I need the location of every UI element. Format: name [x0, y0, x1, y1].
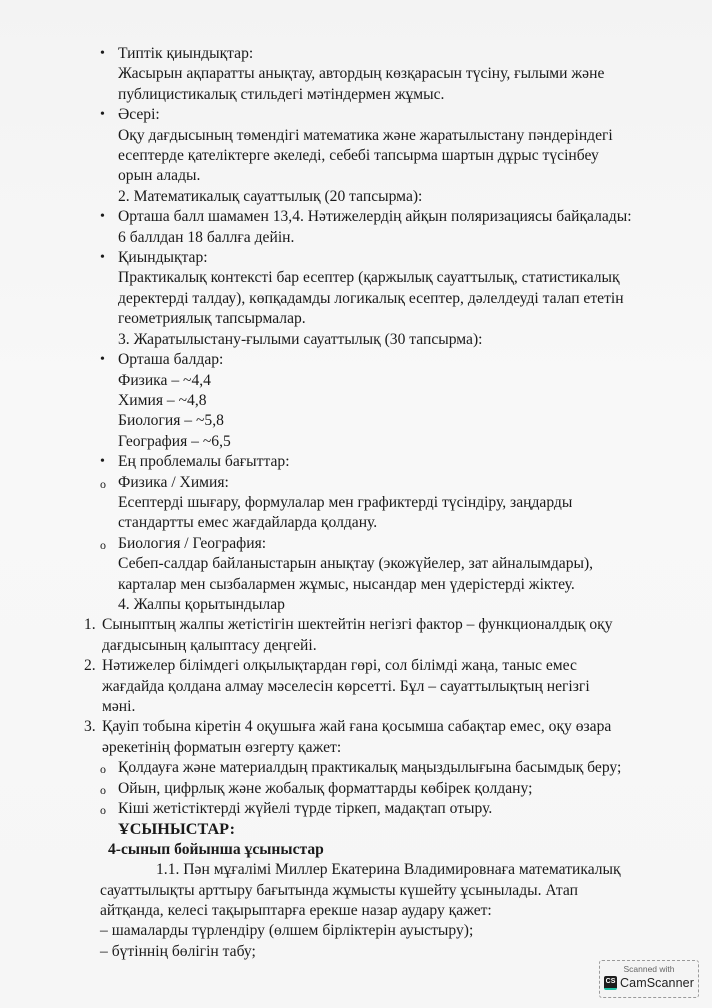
circle-marker: o	[100, 803, 106, 818]
score-chemistry: Химия – ~4,8	[118, 391, 207, 409]
text-line: Орташа балл шамамен 13,4. Нәтижелердің айқын поляризациясы байқалады:	[118, 208, 632, 226]
score-physics: Физика – ~4,4	[118, 371, 211, 389]
recommendations-subheading: 4-сынып бойынша ұсыныстар	[108, 840, 324, 858]
text-line: Ойын, цифрлық және жобалық форматтарды көбірек қолдану;	[118, 779, 533, 797]
dash-item: – бүтіннің бөлігін табу;	[100, 942, 256, 960]
text-line: орын алады.	[118, 167, 201, 185]
bullet-problem-areas	[100, 452, 660, 472]
bullet-label: Әсері:	[118, 106, 160, 124]
text-line: Оқу дағдысының төмендігі математика және жаратылыстану пәндеріндегі	[118, 126, 613, 144]
bullet-marker: •	[100, 209, 105, 225]
bullet-marker: •	[100, 107, 105, 123]
text-line: Сыныптың жалпы жетістігін шектейтін негізгі фактор – функционалдық оқу	[102, 616, 613, 634]
bullet-science-averages	[100, 350, 660, 452]
text-line: сауаттылықты арттыру бағытында жұмысты күшейту ұсынылады. Атап	[100, 881, 578, 899]
text-line: айтқанда, келесі тақырыптарға ерекше назар аудару қажет:	[100, 902, 492, 920]
circle-marker: o	[100, 476, 106, 491]
text-line: Жасырын ақпаратты анықтау, автордың көзқарасын түсіну, ғылыми және	[118, 65, 605, 83]
score-biology: Биология – ~5,8	[118, 412, 224, 430]
conclusion-subitem	[100, 799, 660, 819]
bullet-label: Типтік қиындықтар:	[118, 45, 254, 62]
text-line: Кіші жетістіктерді жүйелі түрде тіркеп, мадақтап отыру.	[118, 800, 493, 818]
bullet-math-average	[100, 207, 660, 248]
bullet-label: Қиындықтар:	[118, 249, 208, 267]
text-line: Практикалық контексті бар есептер (қаржылық сауаттылық, статистикалық	[118, 269, 620, 287]
section-title-conclusions: 4. Жалпы қорытындылар	[118, 595, 285, 613]
bullet-label: Орташа балдар:	[118, 351, 224, 369]
text-line: Нәтижелер білімдегі олқылықтардан гөрі, сол білімді жаңа, таныс емес	[102, 657, 577, 675]
text-line: карталар мен сызбалармен жұмыс, нысандар мен үдерістерді жіктеу.	[118, 575, 575, 593]
document-body	[84, 44, 660, 962]
text-line: 6 баллдан 18 баллға дейін.	[118, 228, 295, 246]
bullet-marker: •	[100, 46, 105, 61]
section-title-math: 2. Математикалық сауаттылық (20 тапсырма):	[118, 187, 423, 205]
conclusion-subitem	[100, 779, 660, 799]
recommendations-heading: ҰСЫНЫСТАР:	[118, 820, 236, 839]
score-geography: География – ~6,5	[118, 432, 231, 450]
camscanner-watermark	[599, 960, 699, 998]
text-line: Себеп-салдар байланыстарын анықтау (экожүйелер, зат айналымдары),	[118, 555, 594, 573]
watermark-brand	[600, 976, 698, 990]
camscanner-logo-icon: CS	[604, 976, 617, 990]
circle-marker: o	[100, 537, 106, 552]
text-line: Есептерді шығару, формулалар мен графиктерді түсіндіру, заңдарды	[118, 493, 573, 511]
item-number: 2.	[84, 657, 96, 675]
text-line: жағдайда қолдана алмау мәселесін көрсетті. Бұл – сауаттылықтың негізгі	[102, 677, 590, 695]
watermark-brand-name: CamScanner	[620, 976, 694, 990]
conclusion-item-2	[84, 656, 660, 717]
watermark-caption: Scanned with	[623, 964, 675, 974]
text-line: есептерде қателіктерге әкеледі, себебі тапсырма шартын дұрыс түсінбеу	[118, 147, 599, 165]
circle-marker: o	[100, 762, 106, 777]
bullet-marker: •	[100, 250, 105, 266]
section-title-science: 3. Жаратылыстану-ғылыми сауаттылық (30 тапсырма):	[118, 330, 483, 348]
bullet-marker: •	[100, 352, 105, 368]
bullet-math-difficulties	[100, 248, 660, 330]
text-line: геометриялық тапсырмалар.	[118, 310, 306, 328]
bullet-typical-difficulties	[100, 44, 660, 105]
text-line: Қауіп тобына кіретін 4 оқушыға жай ғана қосымша сабақтар емес, оқу өзара	[102, 718, 612, 736]
subitem-label: Физика / Химия:	[118, 473, 229, 491]
text-line: стандартты емес жағдайларда қолдану.	[118, 514, 378, 532]
text-line: мәні.	[102, 698, 136, 715]
item-number: 1.	[84, 616, 96, 634]
dash-item: – шамаларды түрлендіру (өлшем бірліктерін ауыстыру);	[100, 922, 474, 940]
subitem-biology-geography	[100, 534, 660, 595]
conclusion-subitem	[100, 758, 660, 778]
text-line: Қолдауға және материалдың практикалық маңыздылығына басымдық беру;	[118, 759, 622, 777]
conclusion-item-1	[84, 615, 660, 656]
text-line: әрекетінің форматын өзгерту қажет:	[102, 738, 342, 756]
circle-marker: o	[100, 782, 106, 797]
item-number: 3.	[84, 718, 96, 736]
bullet-effect	[100, 105, 660, 187]
bullet-label: Ең проблемалы бағыттар:	[118, 453, 290, 471]
text-line: 1.1. Пән мұғалімі Миллер Екатерина Владимировнаға математикалық	[156, 861, 621, 879]
text-line: публицистикалық стильдегі мәтіндермен жұмыс.	[118, 85, 445, 103]
subitem-physics-chemistry	[100, 473, 660, 534]
text-line: дағдысының қалыптасу деңгейі.	[102, 636, 317, 654]
conclusion-item-3	[84, 717, 660, 758]
subitem-label: Биология / География:	[118, 534, 267, 552]
text-line: деректерді талдау), көпқадамды логикалық есептер, дәлелдеуді талап ететін	[118, 289, 624, 307]
bullet-marker: •	[100, 454, 105, 470]
